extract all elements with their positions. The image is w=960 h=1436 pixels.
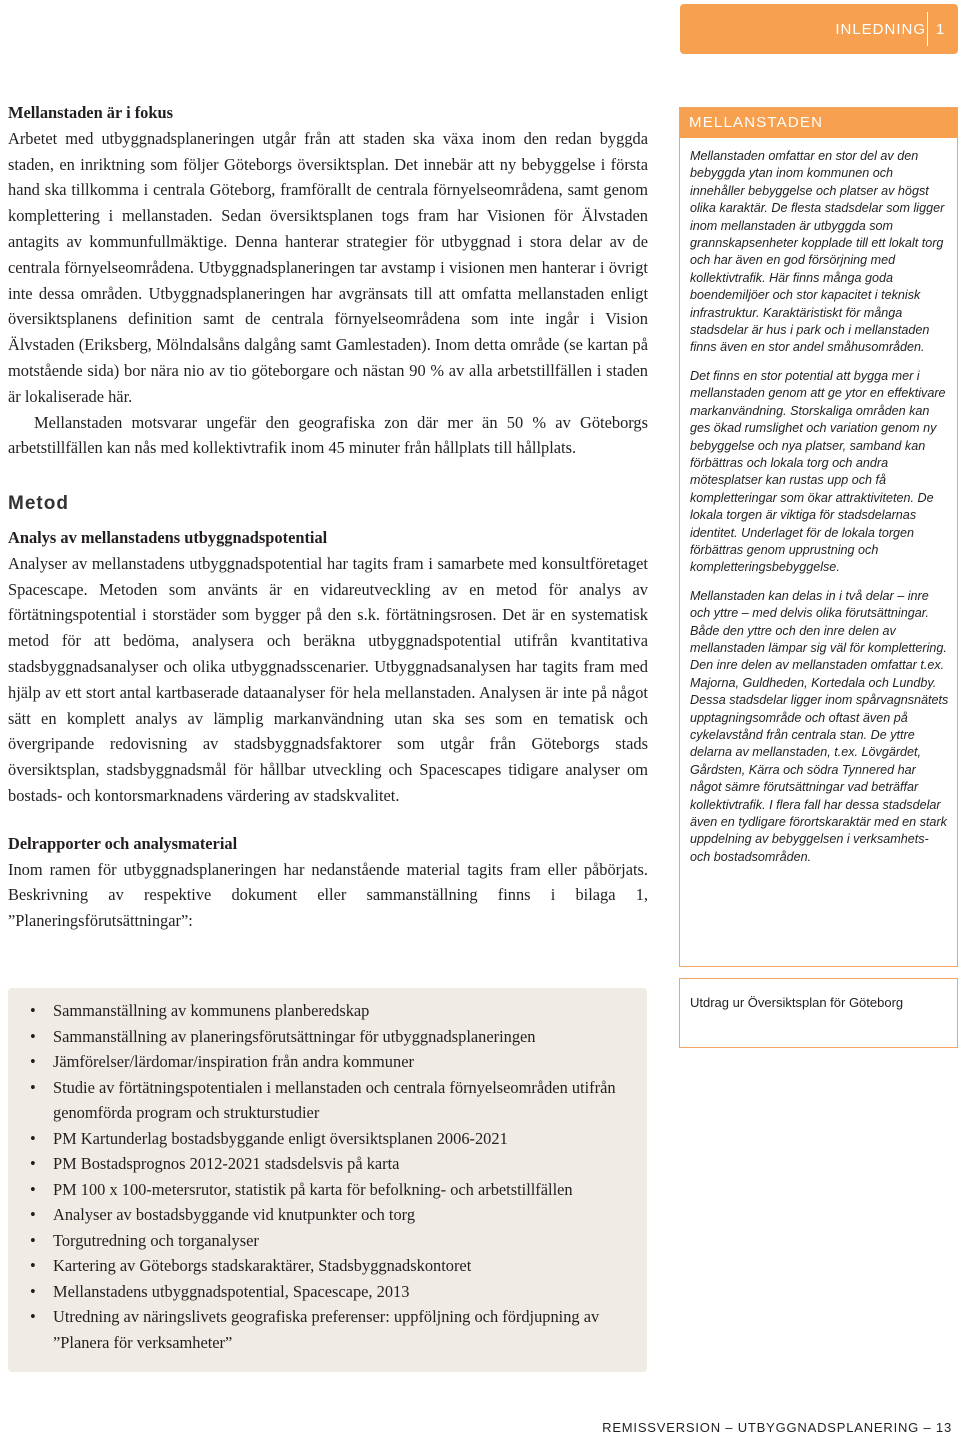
list-item: • Mellanstadens utbyggnadspotential, Spacescape, 2013 xyxy=(30,1279,630,1305)
paragraph-analys: Analyser av mellanstadens utbyggnadspotential har tagits fram i samarbete med konsultföretaget Spacescape. Metoden som använts är en vidareutveckling av en metod för analys av förtätningspotential i storstäder som bygger på den s.k. förtätningsrosen. Det är en systematisk metod för att bedöma, analysera och beräkna utbyggnadspotential utifrån kvantitativa stadsbyggnadsanalyser och olika utbyggnadsscenarier. Utbyggnadsanalysen har tagits fram med hjälp av ett stort antal kartbaserade dataanalyser för hela mellanstaden. Analysen är inte på något sätt en komplett analys av lämplig markanvändning utan ska ses som en tematisk och övergripande redovisning av stadsbyggnadsfaktorer som utgår från Göteborgs stads översiktsplan, stadsbyggnadsmål för hållbar utveckling och Spacescapes tidigare analyser om bostads- och kontorsmarknadens värdering av stadskvalitet. xyxy=(8,553,648,805)
list-item: • Sammanställning av planeringsförutsättningar för utbyggnadsplaneringen xyxy=(30,1024,630,1050)
list-item: • Utredning av näringslivets geografiska preferenser: uppföljning och fördjupning av ”Planera för verksamheter” xyxy=(30,1304,630,1355)
paragraph-fokus: Arbetet med utbyggnadsplaneringen utgår från att staden ska växa inom den redan byggda staden, en inriktning som följer Göteborgs översiktsplan. Det innebär att ny bebyggelse i första hand ska tillkomma i centrala Göteborg, framförallt de centrala förnyelseområdena, samt genom komplettering i mellanstaden. Sedan översiktsplanen togs fram har Visionen för Älvstaden antagits av kommunfullmäktige. Denna hanterar strategier för utbyggnad i stora delar av de centrala förnyelseområdena. Utbyggnadsplaneringen tar avstamp i visionen men hanterar i övrigt inte dessa områden. Utbyggnadsplaneringen har avgränsats till att omfatta mellanstaden enligt översiktsplanens definition samt de centrala förnyelseområdena som inte ingår i Vision Älvstaden (Eriksberg, Mölndalsåns dalgång samt Gamlestaden). Inom detta område (se kartan på motstående sida) bor nära nio av tio göteborgare och nästan 90 % av alla arbetstillfällen i staden är lokaliserade här. xyxy=(8,128,648,406)
sidebar-paragraph: Mellanstaden omfattar en stor del av den bebyggda ytan inom kommunen och innehåller bebyggelse och platser av högst olika karaktär. De flesta stadsdelar som ligger inom mellanstaden är utbyggda som grannskapsenheter kopplade till ett lokalt torg och har även en god försörjning med kollektivtrafik. Här finns många goda boendemiljöer och stor kapacitet i teknisk infrastruktur. Karaktäristiskt för många stadsdelar är hus i park och i mellanstaden finns även en stor andel småhusområden. xyxy=(690,149,945,355)
bullet-icon: • xyxy=(30,1256,36,1275)
section-tab xyxy=(680,4,958,54)
bullet-icon: • xyxy=(30,1281,36,1301)
list-item: • Studie av förtätningspotentialen i mellanstaden och centrala förnyelseområden utifrån genomförda program och strukturstudier xyxy=(30,1075,630,1126)
sidebar-paragraph: Det finns en stor potential att bygga mer i mellanstaden genom att ge ytor en effektivare markanvändning. Storskaliga områden kan ges ökad rumslighet och variation genom ny bebyggelse och nya platser, samband kan förbättras och lokala torg och andra mötesplatser kan rustas upp och få kompletteringar som ökar attraktiviteten. De lokala torgen är viktiga för stadsdelarnas identitet. Underlaget för de lokala torgen förbättras genom upprustning och kompletteringsbebyggelse. xyxy=(690,368,946,575)
paragraph-zon: Mellanstaden motsvarar ungefär den geografiska zon där mer än 50 % av Göteborgs arbetstillfällen kan nås med kollektivtrafik inom 45 minuter från hållplats till hållplats. xyxy=(8,412,648,458)
bullet-icon: • xyxy=(30,1077,36,1097)
page-footer: REMISSVERSION – UTBYGGNADSPLANERING – 13 xyxy=(602,1420,952,1435)
list-item: • PM Kartunderlag bostadsbyggande enligt översiktsplanen 2006-2021 xyxy=(30,1126,630,1152)
section-tab-number: 1 xyxy=(936,20,945,38)
bullet-icon: • xyxy=(30,1205,36,1224)
list-item: • PM Bostadsprognos 2012-2021 stadsdelsvis på karta xyxy=(30,1151,630,1177)
sidebar-paragraph: Mellanstaden kan delas in i två delar – inre och yttre – med delvis olika förutsättningar. Både den yttre och den inre delen av mellanstaden lämpar sig väl för komplettering. Den inre delen av mellanstaden omfattar t.ex. Majorna, Guldheden, Kortedala och Lundby. Dessa stadsdelar ligger inom spårvagnsnätets upptagningsområde och oftast även på cykelavstånd från centrala stan. De yttre delarna av mellanstaden, t.ex. Lövgärdet, Gårdsten, Kärra och södra Tynnered har något sämre förutsättningar vad beträffar kollektivtrafik. I flera fall har dessa stadsdelar även en tydligare förortskaraktär med en stark uppdelning av bebyggelsen i verksamhets- och bostadsområden. xyxy=(690,588,949,864)
heading-delrapporter: Delrapporter och analysmaterial xyxy=(8,833,238,853)
list-item: • Analyser av bostadsbyggande vid knutpunkter och torg xyxy=(30,1202,630,1228)
heading-mellanstaden-fokus: Mellanstaden är i fokus xyxy=(8,103,173,122)
bullet-icon: • xyxy=(30,1154,36,1173)
bullet-icon: • xyxy=(30,1026,36,1046)
bullet-icon: • xyxy=(30,1179,36,1199)
list-item: • Sammanställning av kommunens planberedskap xyxy=(30,998,630,1024)
sidebar-body xyxy=(680,138,957,866)
list-item: • Torgutredning och torganalyser xyxy=(30,1228,630,1254)
heading-analys: Analys av mellanstadens utbyggnadspotential xyxy=(8,527,328,547)
paragraph-delrapporter: Inom ramen för utbyggnadsplaneringen har nedanstående material tagits fram eller påbörjats. Beskrivning av respektive dokument eller sammanställning finns i bilaga 1, ”Planeringsförutsättningar”: xyxy=(8,859,648,931)
list-item: • Jämförelser/lärdomar/inspiration från andra kommuner xyxy=(30,1049,630,1075)
tab-divider xyxy=(927,12,928,46)
section-title-metod: Metod xyxy=(8,493,69,515)
material-list xyxy=(30,998,630,1355)
sidebar-mellanstaden xyxy=(679,107,958,967)
sidebar-title: MELLANSTADEN xyxy=(680,108,957,138)
bullet-icon: • xyxy=(30,1052,36,1071)
bullet-icon: • xyxy=(30,1307,36,1326)
list-item: • Kartering av Göteborgs stadskaraktärer, Stadsbyggnadskontoret xyxy=(30,1253,630,1279)
section-tab-label: INLEDNING xyxy=(835,20,926,38)
main-text-column xyxy=(8,100,648,934)
bullet-icon: • xyxy=(30,1230,36,1250)
map-caption: Utdrag ur Översiktsplan för Göteborg xyxy=(679,978,958,1048)
material-list-box xyxy=(8,988,647,1372)
bullet-icon: • xyxy=(30,1001,36,1020)
bullet-icon: • xyxy=(30,1128,36,1148)
list-item: • PM 100 x 100-metersrutor, statistik på karta för befolkning- och arbetstillfällen xyxy=(30,1177,630,1203)
